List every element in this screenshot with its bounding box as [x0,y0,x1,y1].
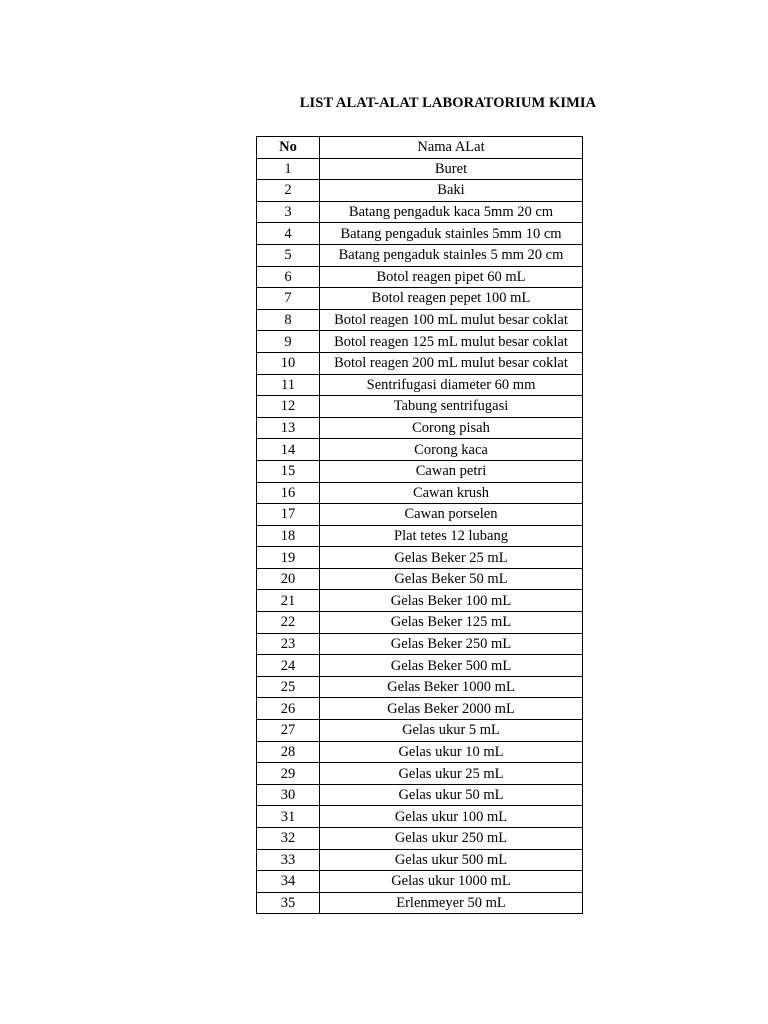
row-number-cell: 22 [257,612,320,634]
row-number-cell: 17 [257,504,320,526]
tool-name-cell: Gelas ukur 50 mL [320,784,583,806]
tool-name-cell: Tabung sentrifugasi [320,396,583,418]
table-row [257,849,583,871]
tool-name-cell: Gelas ukur 25 mL [320,763,583,785]
tool-name-cell: Plat tetes 12 lubang [320,525,583,547]
row-number-cell: 33 [257,849,320,871]
tool-name-cell: Gelas Beker 50 mL [320,568,583,590]
tool-name-cell: Erlenmeyer 50 mL [320,892,583,914]
header-no: No [257,137,320,159]
tool-name-cell: Corong kaca [320,439,583,461]
table-row [257,633,583,655]
row-number-cell: 2 [257,180,320,202]
table-row [257,482,583,504]
row-number-cell: 11 [257,374,320,396]
row-number-cell: 21 [257,590,320,612]
row-number-cell: 5 [257,244,320,266]
row-number-cell: 25 [257,676,320,698]
table-header-row [257,137,583,159]
tool-name-cell: Baki [320,180,583,202]
table-row [257,741,583,763]
table-row [257,698,583,720]
row-number-cell: 1 [257,158,320,180]
table-body [257,158,583,914]
row-number-cell: 12 [257,396,320,418]
tool-name-cell: Batang pengaduk kaca 5mm 20 cm [320,201,583,223]
tool-name-cell: Cawan krush [320,482,583,504]
tool-name-cell: Cawan petri [320,460,583,482]
row-number-cell: 20 [257,568,320,590]
row-number-cell: 13 [257,417,320,439]
table-row [257,568,583,590]
tool-name-cell: Gelas ukur 100 mL [320,806,583,828]
tool-name-cell: Corong pisah [320,417,583,439]
row-number-cell: 7 [257,288,320,310]
table-row [257,201,583,223]
tool-name-cell: Botol reagen 100 mL mulut besar coklat [320,309,583,331]
tool-name-cell: Sentrifugasi diameter 60 mm [320,374,583,396]
row-number-cell: 31 [257,806,320,828]
tool-name-cell: Gelas Beker 100 mL [320,590,583,612]
tool-name-cell: Gelas Beker 250 mL [320,633,583,655]
table-row [257,612,583,634]
row-number-cell: 28 [257,741,320,763]
row-number-cell: 23 [257,633,320,655]
table-row [257,828,583,850]
tool-name-cell: Batang pengaduk stainles 5 mm 20 cm [320,244,583,266]
table-row [257,763,583,785]
row-number-cell: 27 [257,720,320,742]
table-row [257,547,583,569]
tool-name-cell: Botol reagen pepet 100 mL [320,288,583,310]
row-number-cell: 32 [257,828,320,850]
tool-name-cell: Gelas Beker 25 mL [320,547,583,569]
table-row [257,396,583,418]
tool-name-cell: Gelas ukur 250 mL [320,828,583,850]
tool-name-cell: Gelas ukur 1000 mL [320,871,583,893]
table-row [257,309,583,331]
table-row [257,439,583,461]
row-number-cell: 4 [257,223,320,245]
table-row [257,266,583,288]
tool-name-cell: Gelas Beker 500 mL [320,655,583,677]
row-number-cell: 9 [257,331,320,353]
table-row [257,158,583,180]
table-row [257,720,583,742]
table-row [257,352,583,374]
table-row [257,223,583,245]
tool-name-cell: Batang pengaduk stainles 5mm 10 cm [320,223,583,245]
row-number-cell: 29 [257,763,320,785]
header-name: Nama ALat [320,137,583,159]
table-row [257,374,583,396]
tool-name-cell: Buret [320,158,583,180]
row-number-cell: 19 [257,547,320,569]
row-number-cell: 8 [257,309,320,331]
row-number-cell: 24 [257,655,320,677]
table-row [257,288,583,310]
tool-name-cell: Botol reagen 200 mL mulut besar coklat [320,352,583,374]
row-number-cell: 6 [257,266,320,288]
table-row [257,655,583,677]
table-row [257,244,583,266]
table-row [257,892,583,914]
table-row [257,806,583,828]
row-number-cell: 34 [257,871,320,893]
row-number-cell: 30 [257,784,320,806]
row-number-cell: 14 [257,439,320,461]
tool-name-cell: Botol reagen 125 mL mulut besar coklat [320,331,583,353]
tool-name-cell: Gelas ukur 5 mL [320,720,583,742]
table-row [257,504,583,526]
tool-name-cell: Botol reagen pipet 60 mL [320,266,583,288]
table-row [257,331,583,353]
table-row [257,525,583,547]
tool-name-cell: Gelas Beker 125 mL [320,612,583,634]
tool-name-cell: Gelas Beker 1000 mL [320,676,583,698]
table-row [257,460,583,482]
table-row [257,784,583,806]
table-row [257,180,583,202]
table-row [257,590,583,612]
row-number-cell: 3 [257,201,320,223]
table-row [257,676,583,698]
row-number-cell: 10 [257,352,320,374]
tool-name-cell: Gelas ukur 500 mL [320,849,583,871]
table-row [257,417,583,439]
row-number-cell: 18 [257,525,320,547]
tool-name-cell: Cawan porselen [320,504,583,526]
row-number-cell: 26 [257,698,320,720]
row-number-cell: 35 [257,892,320,914]
table-row [257,871,583,893]
row-number-cell: 16 [257,482,320,504]
row-number-cell: 15 [257,460,320,482]
tool-name-cell: Gelas Beker 2000 mL [320,698,583,720]
lab-tools-table [256,136,583,914]
page-title: LIST ALAT-ALAT LABORATORIUM KIMIA [299,95,597,111]
tool-name-cell: Gelas ukur 10 mL [320,741,583,763]
